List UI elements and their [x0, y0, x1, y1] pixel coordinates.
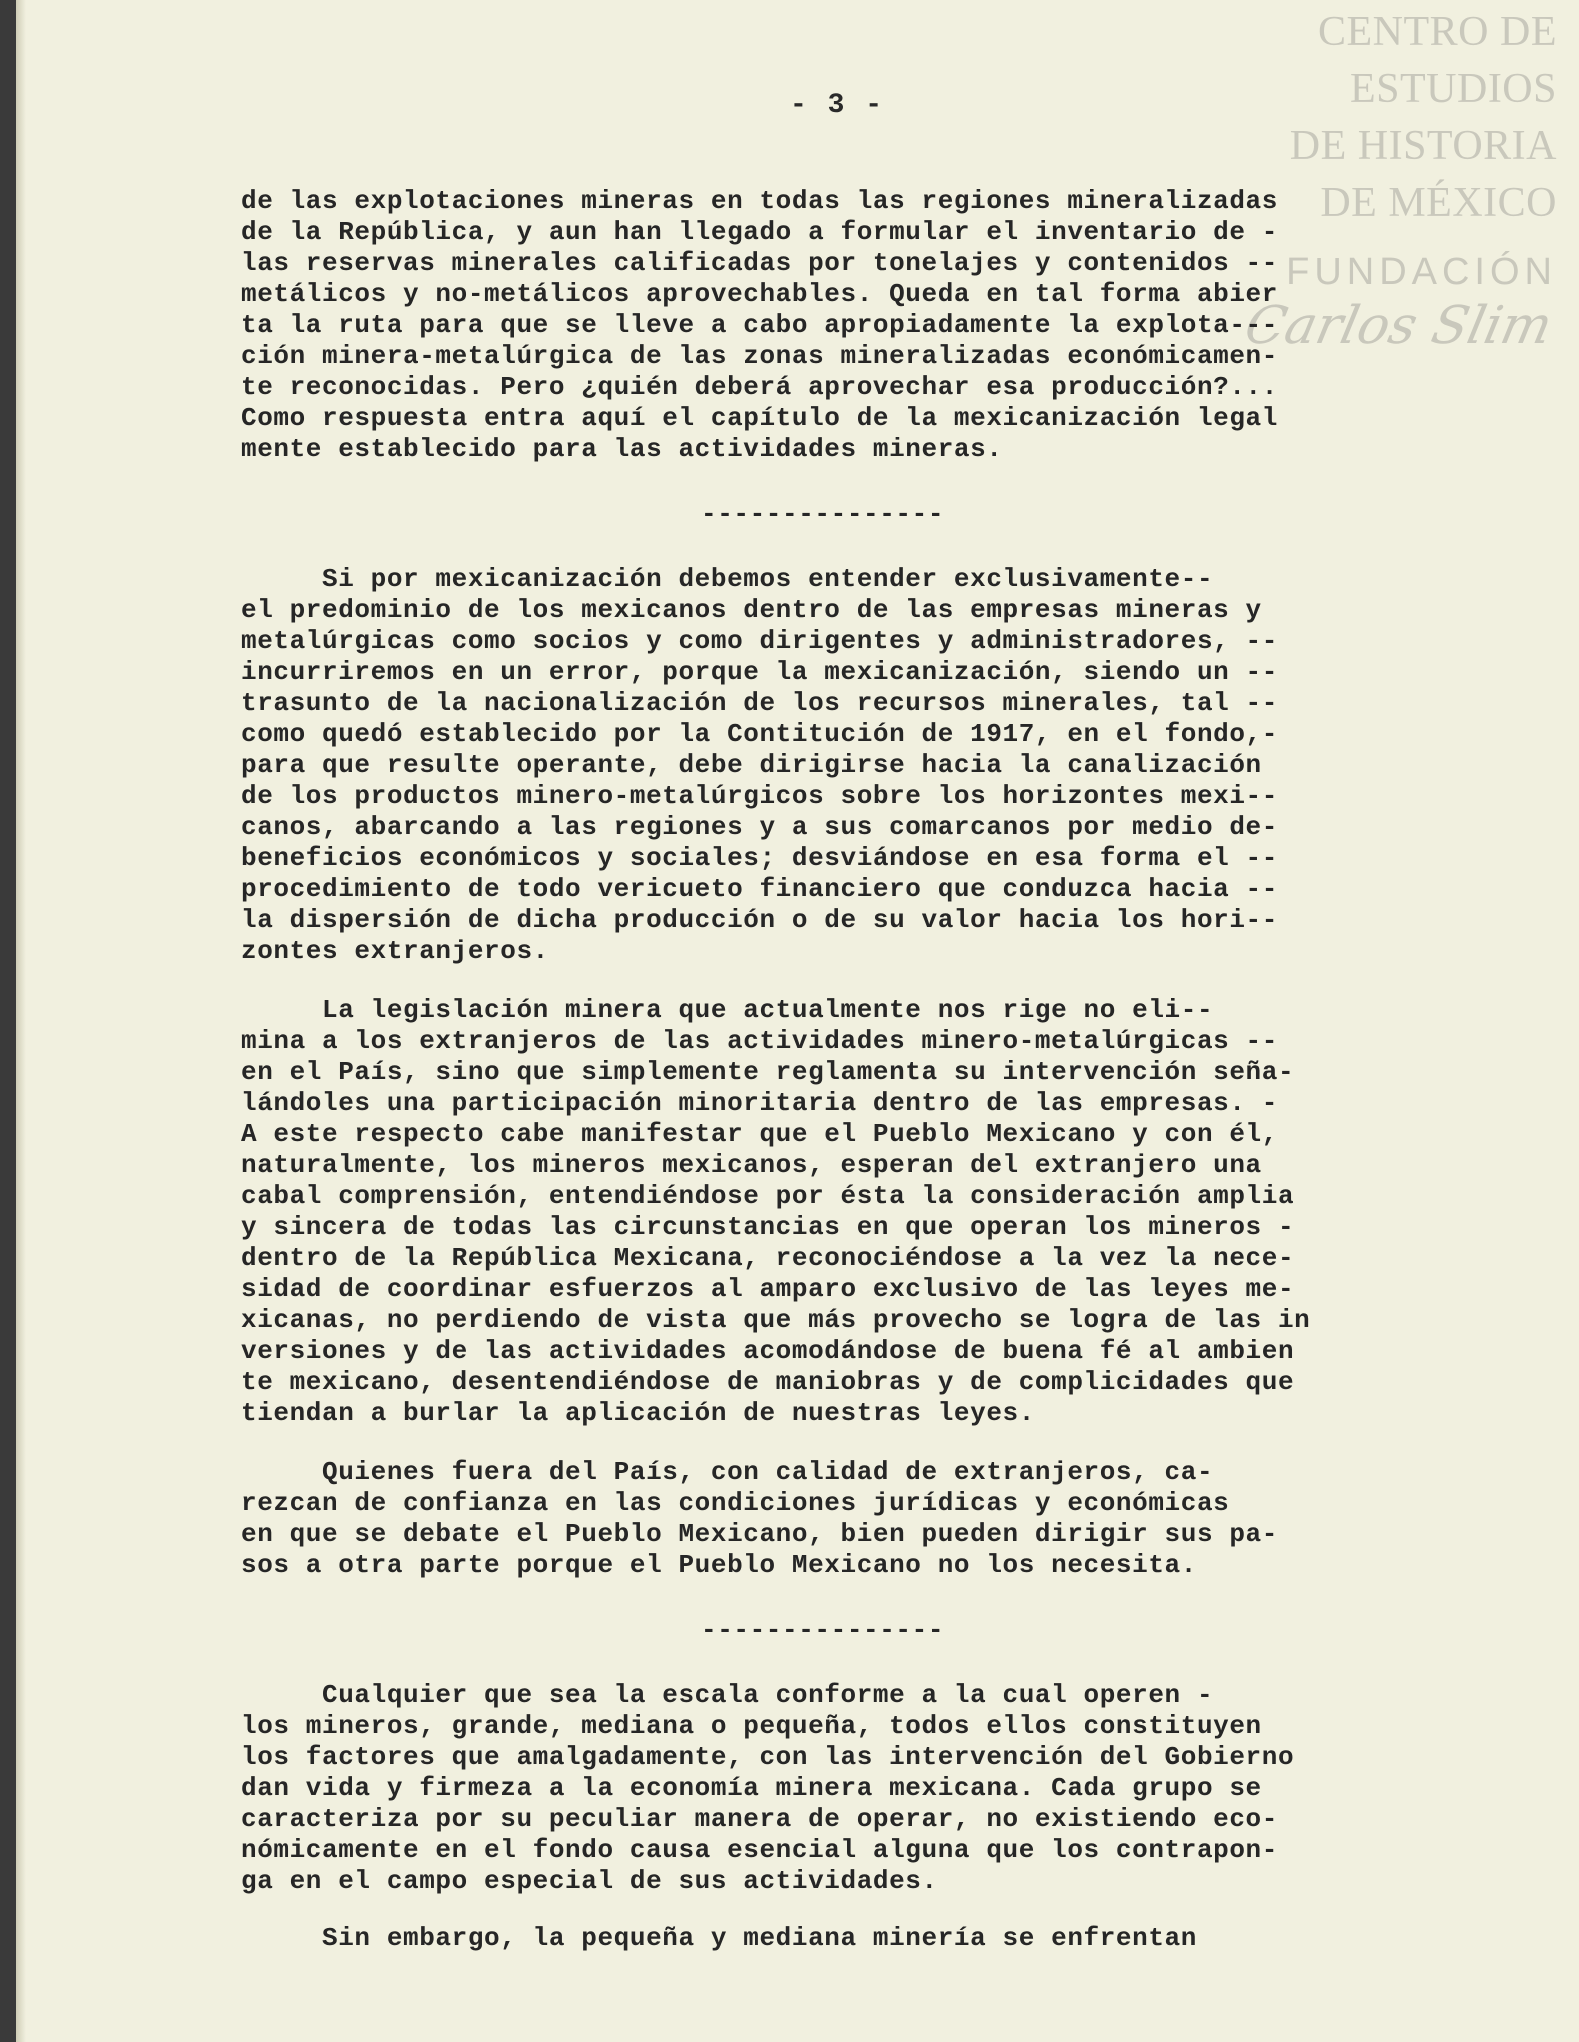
watermark-line: DE HISTORIA: [1289, 123, 1557, 169]
document-page: [16, 0, 1579, 2042]
watermark-line: ESTUDIOS: [1349, 66, 1557, 112]
text-line: sos a otra parte porque el Pueblo Mexicano no los necesita.: [241, 1550, 1197, 1580]
text-line: canos, abarcando a las regiones y a sus comarcanos por medio de-: [241, 812, 1278, 842]
text-line: A este respecto cabe manifestar que el Pueblo Mexicano y con él,: [241, 1119, 1278, 1149]
text-line: Como respuesta entra aquí el capítulo de la mexicanización legal: [241, 403, 1278, 433]
text-line: los mineros, grande, mediana o pequeña, todos ellos constituyen: [241, 1711, 1262, 1741]
text-line: sidad de coordinar esfuerzos al amparo exclusivo de las leyes me-: [241, 1274, 1295, 1304]
text-line: ción minera-metalúrgica de las zonas mineralizadas económicamen-: [241, 341, 1278, 371]
text-line: en que se debate el Pueblo Mexicano, bien pueden dirigir sus pa-: [241, 1519, 1278, 1549]
text-line: zontes extranjeros.: [241, 936, 549, 966]
text-line: ga en el campo especial de sus actividades.: [241, 1866, 938, 1896]
text-line: de la República, y aun han llegado a formular el inventario de -: [241, 217, 1278, 247]
text-line: naturalmente, los mineros mexicanos, esperan del extranjero una: [241, 1150, 1262, 1180]
text-line: procedimiento de todo vericueto financiero que conduzca hacia --: [241, 874, 1278, 904]
text-line: caracteriza por su peculiar manera de operar, no existiendo eco-: [241, 1804, 1278, 1834]
paragraph-3: [241, 995, 1441, 1429]
text-line: de los productos minero-metalúrgicos sobre los horizontes mexi--: [241, 781, 1278, 811]
text-line: ta la ruta para que se lleve a cabo apropiadamente la explota---: [241, 310, 1278, 340]
text-line: lándoles una participación minoritaria dentro de las empresas. -: [241, 1088, 1278, 1118]
page-number: - 3 -: [790, 90, 885, 121]
text-line: te reconocidas. Pero ¿quién deberá aprovechar esa producción?...: [241, 372, 1278, 402]
watermark-foundation: FUNDACIÓN: [1286, 251, 1557, 293]
paragraph-4: [241, 1457, 1441, 1581]
text-line: te mexicano, desentendiéndose de maniobras y de complicidades que: [241, 1367, 1295, 1397]
text-line: como quedó establecido por la Contitución de 1917, en el fondo,-: [241, 719, 1278, 749]
text-line: beneficios económicos y sociales; desviándose en esa forma el --: [241, 843, 1278, 873]
text-line: en el País, sino que simplemente reglamenta su intervención seña-: [241, 1057, 1295, 1087]
text-line: La legislación minera que actualmente nos rige no eli--: [241, 995, 1214, 1025]
section-separator: ---------------: [701, 1615, 945, 1645]
text-line: rezcan de confianza en las condiciones jurídicas y económicas: [241, 1488, 1230, 1518]
text-line: de las explotaciones mineras en todas las regiones mineralizadas: [241, 186, 1278, 216]
watermark-line: DE MÉXICO: [1320, 180, 1557, 226]
text-line: los factores que amalgadamente, con las intervención del Gobierno: [241, 1742, 1295, 1772]
text-line: Quienes fuera del País, con calidad de extranjeros, ca-: [241, 1457, 1214, 1487]
text-line: nómicamente en el fondo causa esencial alguna que los contrapon-: [241, 1835, 1278, 1865]
text-line: Sin embargo, la pequeña y mediana minería se enfrentan: [241, 1923, 1197, 1953]
paragraph-1: [241, 186, 1441, 465]
watermark-line: CENTRO DE: [1318, 9, 1557, 55]
text-line: cabal comprensión, entendiéndose por ésta la consideración amplia: [241, 1181, 1295, 1211]
text-line: mina a los extranjeros de las actividades minero-metalúrgicas --: [241, 1026, 1278, 1056]
text-line: xicanas, no perdiendo de vista que más provecho se logra de las in: [241, 1305, 1311, 1335]
text-line: la dispersión de dicha producción o de su valor hacia los hori--: [241, 905, 1278, 935]
watermark-signature: Carlos Slim: [1239, 296, 1558, 356]
page-edge-shadow: [16, 0, 26, 2042]
text-line: mente establecido para las actividades mineras.: [241, 434, 1003, 464]
typewritten-body: [241, 186, 1441, 1954]
text-line: Si por mexicanización debemos entender exclusivamente--: [241, 564, 1214, 594]
text-line: versiones y de las actividades acomodándose de buena fé al ambien: [241, 1336, 1295, 1366]
text-line: las reservas minerales calificadas por tonelajes y contenidos --: [241, 248, 1278, 278]
paragraph-6: [241, 1923, 1441, 1954]
text-line: metalúrgicas como socios y como dirigentes y administradores, --: [241, 626, 1278, 656]
text-line: trasunto de la nacionalización de los recursos minerales, tal --: [241, 688, 1278, 718]
text-line: para que resulte operante, debe dirigirse hacia la canalización: [241, 750, 1262, 780]
paragraph-2: [241, 564, 1441, 967]
text-line: dentro de la República Mexicana, reconociéndose a la vez la nece-: [241, 1243, 1295, 1273]
text-line: tiendan a burlar la aplicación de nuestras leyes.: [241, 1398, 1035, 1428]
section-separator: ---------------: [701, 499, 945, 529]
text-line: y sincera de todas las circunstancias en que operan los mineros -: [241, 1212, 1295, 1242]
paragraph-5: [241, 1680, 1441, 1897]
text-line: Cualquier que sea la escala conforme a la cual operen -: [241, 1680, 1214, 1710]
text-line: dan vida y firmeza a la economía minera mexicana. Cada grupo se: [241, 1773, 1262, 1803]
text-line: el predominio de los mexicanos dentro de las empresas mineras y: [241, 595, 1262, 625]
text-line: incurriremos en un error, porque la mexicanización, siendo un --: [241, 657, 1278, 687]
text-line: metálicos y no-metálicos aprovechables. Queda en tal forma abier: [241, 279, 1278, 309]
